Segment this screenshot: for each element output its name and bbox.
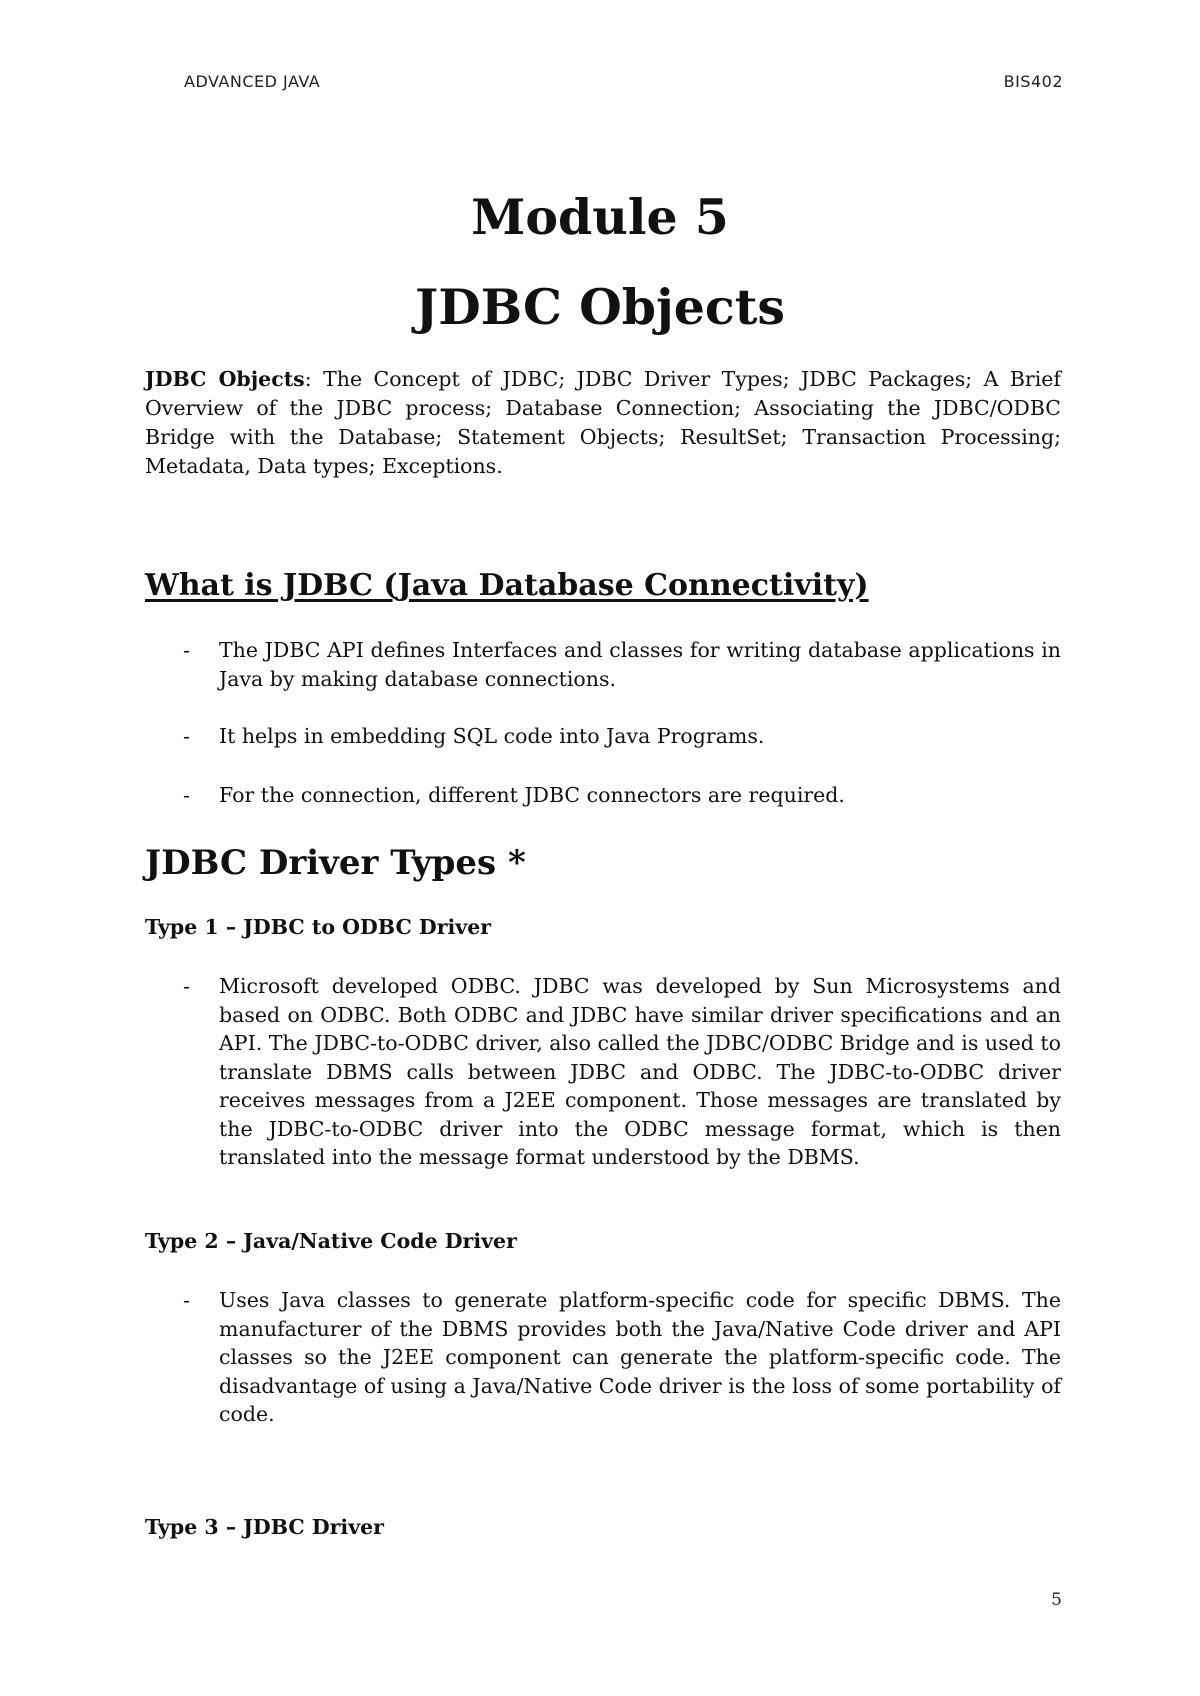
list-item <box>145 1286 1061 1429</box>
list-item <box>145 722 1061 751</box>
list-item-text: It helps in embedding SQL code into Java Programs. <box>219 724 765 748</box>
bullet-dash: - <box>183 783 190 807</box>
list-item-text: The JDBC API defines Interfaces and classes for writing database applications in Java by making database connections. <box>219 638 1061 691</box>
what-is-jdbc-list-3 <box>145 781 1061 810</box>
module-subtitle: JDBC Objects <box>415 278 785 336</box>
type1-heading: Type 1 – JDBC to ODBC Driver <box>145 915 492 939</box>
type1-list <box>145 972 1061 1172</box>
running-header-course: ADVANCED JAVA <box>184 72 321 91</box>
page-number: 5 <box>1051 1590 1062 1610</box>
bullet-dash: - <box>183 724 190 748</box>
what-is-jdbc-list <box>145 636 1061 693</box>
section-heading-what-is-jdbc: What is JDBC (Java Database Connectivity) <box>145 568 869 603</box>
what-is-jdbc-list-2 <box>145 722 1061 751</box>
list-item <box>145 781 1061 810</box>
bullet-dash: - <box>183 974 190 998</box>
list-item <box>145 972 1061 1172</box>
overview-text: : The Concept of JDBC; JDBC Driver Types; JDBC Packages; A Brief Overview of the JDBC process; Database Connection; Associating the JDBC/ODBC Bridge with the Database; Statement Objects; ResultSet; Transaction Processing; Metadata, Data types; Exceptions. <box>145 367 1062 478</box>
overview-label: JDBC Objects <box>145 367 305 391</box>
type3-heading: Type 3 – JDBC Driver <box>145 1515 384 1539</box>
bullet-dash: - <box>183 1288 190 1312</box>
list-item-text: Uses Java classes to generate platform-specific code for specific DBMS. The manufacturer of the DBMS provides both the Java/Native Code driver and API classes so the J2EE component can generate the platform-specific code. The disadvantage of using a Java/Native Code driver is the loss of some portability of code. <box>219 1288 1061 1426</box>
module-overview <box>145 365 1061 481</box>
module-title: Module 5 <box>471 188 729 246</box>
bullet-dash: - <box>183 638 190 662</box>
running-header-code: BIS402 <box>1003 72 1063 91</box>
type2-heading: Type 2 – Java/Native Code Driver <box>145 1229 517 1253</box>
section-heading-driver-types: JDBC Driver Types * <box>145 843 526 883</box>
type2-list <box>145 1286 1061 1429</box>
list-item-text: For the connection, different JDBC connectors are required. <box>219 783 845 807</box>
list-item-text: Microsoft developed ODBC. JDBC was developed by Sun Microsystems and based on ODBC. Both ODBC and JDBC have similar driver specifications and an API. The JDBC-to-ODBC driver, also called the JDBC/ODBC Bridge and is used to translate DBMS calls between JDBC and ODBC. The JDBC-to-ODBC driver receives messages from a J2EE component. Those messages are translated by the JDBC-to-ODBC driver into the ODBC message format, which is then translated into the message format understood by the DBMS. <box>219 974 1061 1169</box>
list-item <box>145 636 1061 693</box>
